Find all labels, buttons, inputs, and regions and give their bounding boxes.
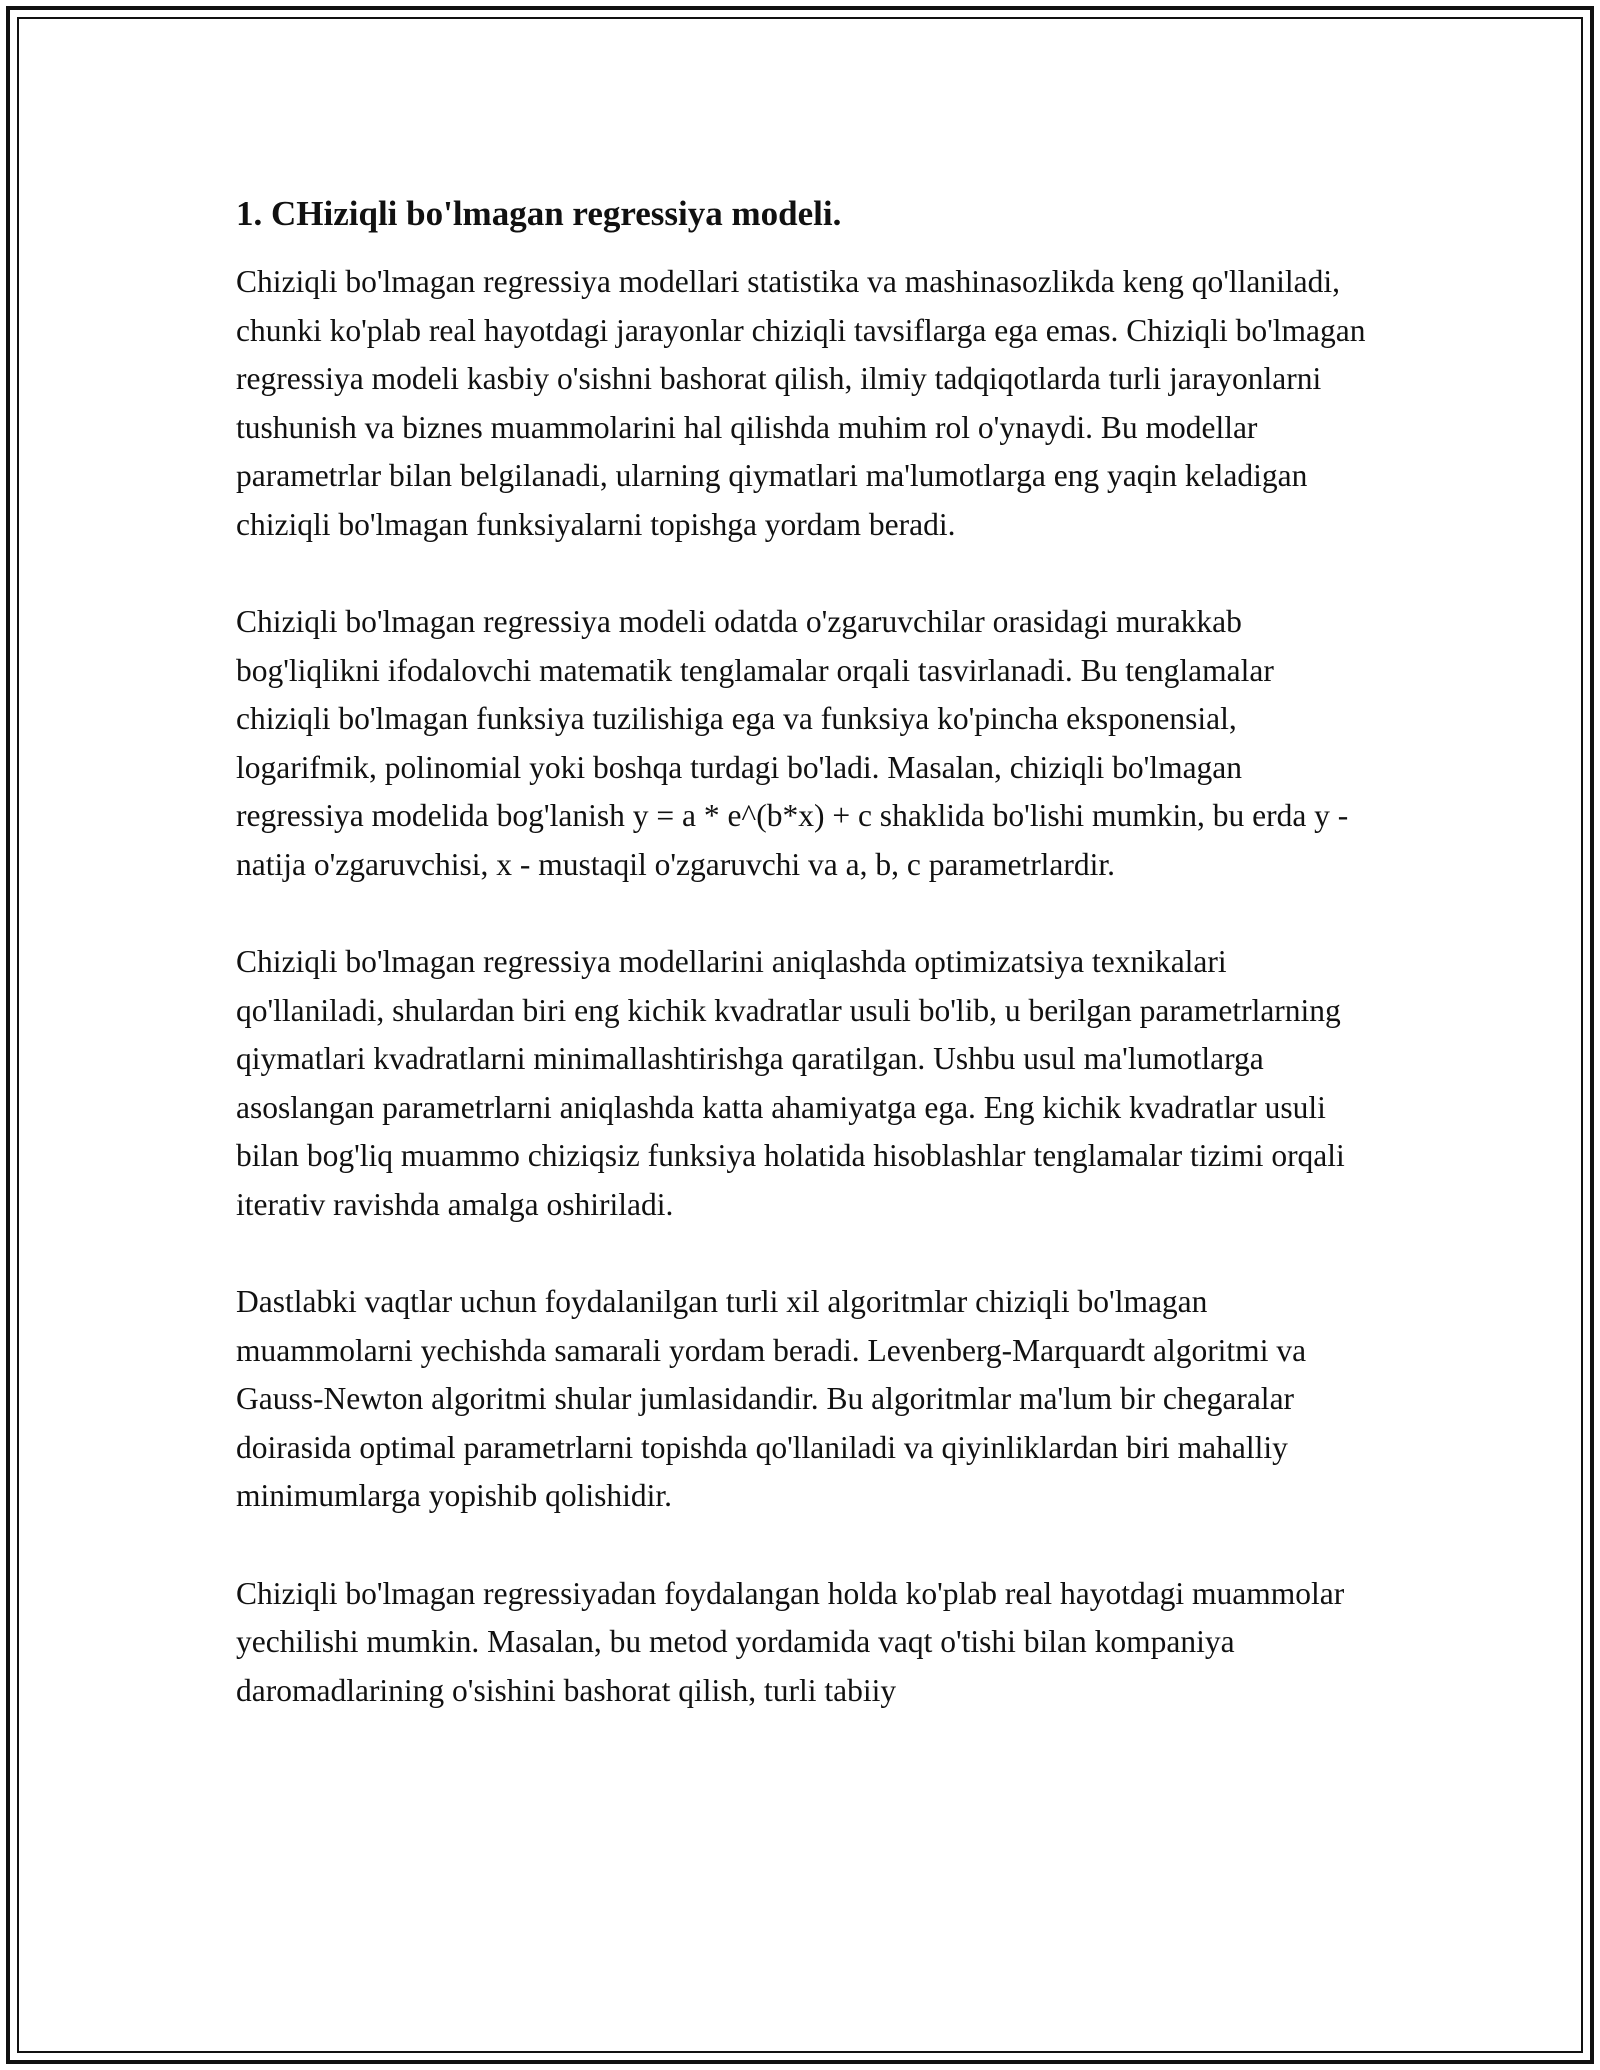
paragraph-3: Chiziqli bo'lmagan regressiya modellarini aniqlashda optimizatsiya texnikalari qo'llaniladi, shulardan biri eng kichik kvadratlar usuli bo'lib, u berilgan parametrlarning qiymatlari kvadratlarni minimallashtirishga qaratilgan. Ushbu usul ma'lumotlarga asoslangan parametrlarni aniqlashda katta ahamiyatga ega. Eng kichik kvadratlar usuli bilan bog'liq muammo chiziqsiz funksiya holatida hisoblashlar tenglamalar tizimi orqali iterativ ravishda amalga oshiriladi. xyxy=(236,944,1345,1222)
paragraph-5: Chiziqli bo'lmagan regressiyadan foydalangan holda ko'plab real hayotdagi muammolar yechilishi mumkin. Masalan, bu metod yordamida vaqt o'tishi bilan kompaniya daromadlarining o'sishini bashorat qilish, turli tabiiy xyxy=(236,1575,1345,1708)
paragraph-2: Chiziqli bo'lmagan regressiya modeli odatda o'zgaruvchilar orasidagi murakkab bog'liqlikni ifodalovchi matematik tenglamalar orqali tasvirlanadi. Bu tenglamalar chiziqli bo'lmagan funksiya tuzilishiga ega va funksiya ko'pincha eksponensial, logarifmik, polinomial yoki boshqa turdagi bo'ladi. Masalan, chiziqli bo'lmagan regressiya modelida bog'lanish y = a * e^(b*x) + c shaklida bo'lishi mumkin, bu erda y - natija o'zgaruvchisi, x - mustaqil o'zgaruvchi va a, b, c parametrlardir. xyxy=(236,604,1349,882)
section-heading: 1. CHiziqli bo'lmagan regressiya modeli. xyxy=(236,194,842,233)
paragraph-1: Chiziqli bo'lmagan regressiya modellari statistika va mashinasozlikda keng qo'llaniladi, chunki ko'plab real hayotdagi jarayonlar chiziqli tavsiflarga ega emas. Chiziqli bo'lmagan regressiya modeli kasbiy o'sishni bashorat qilish, ilmiy tadqiqotlarda turli jarayonlarni tushunish va biznes muammolarini hal qilishda muhim rol o'ynaydi. Bu modellar parametrlar bilan belgilanadi, ularning qiymatlari ma'lumotlarga eng yaqin keladigan chiziqli bo'lmagan funksiyalarni topishga yordam beradi. xyxy=(236,264,1366,542)
document-body xyxy=(236,188,1376,1764)
paragraph-4: Dastlabki vaqtlar uchun foydalanilgan turli xil algoritmlar chiziqli bo'lmagan muammolarni yechishda samarali yordam beradi. Levenberg-Marquardt algoritmi va Gauss-Newton algoritmi shular jumlasidandir. Bu algoritmlar ma'lum bir chegaralar doirasida optimal parametrlarni topishda qo'llaniladi va qiyinliklardan biri mahalliy minimumlarga yopishib qolishidir. xyxy=(236,1284,1307,1513)
